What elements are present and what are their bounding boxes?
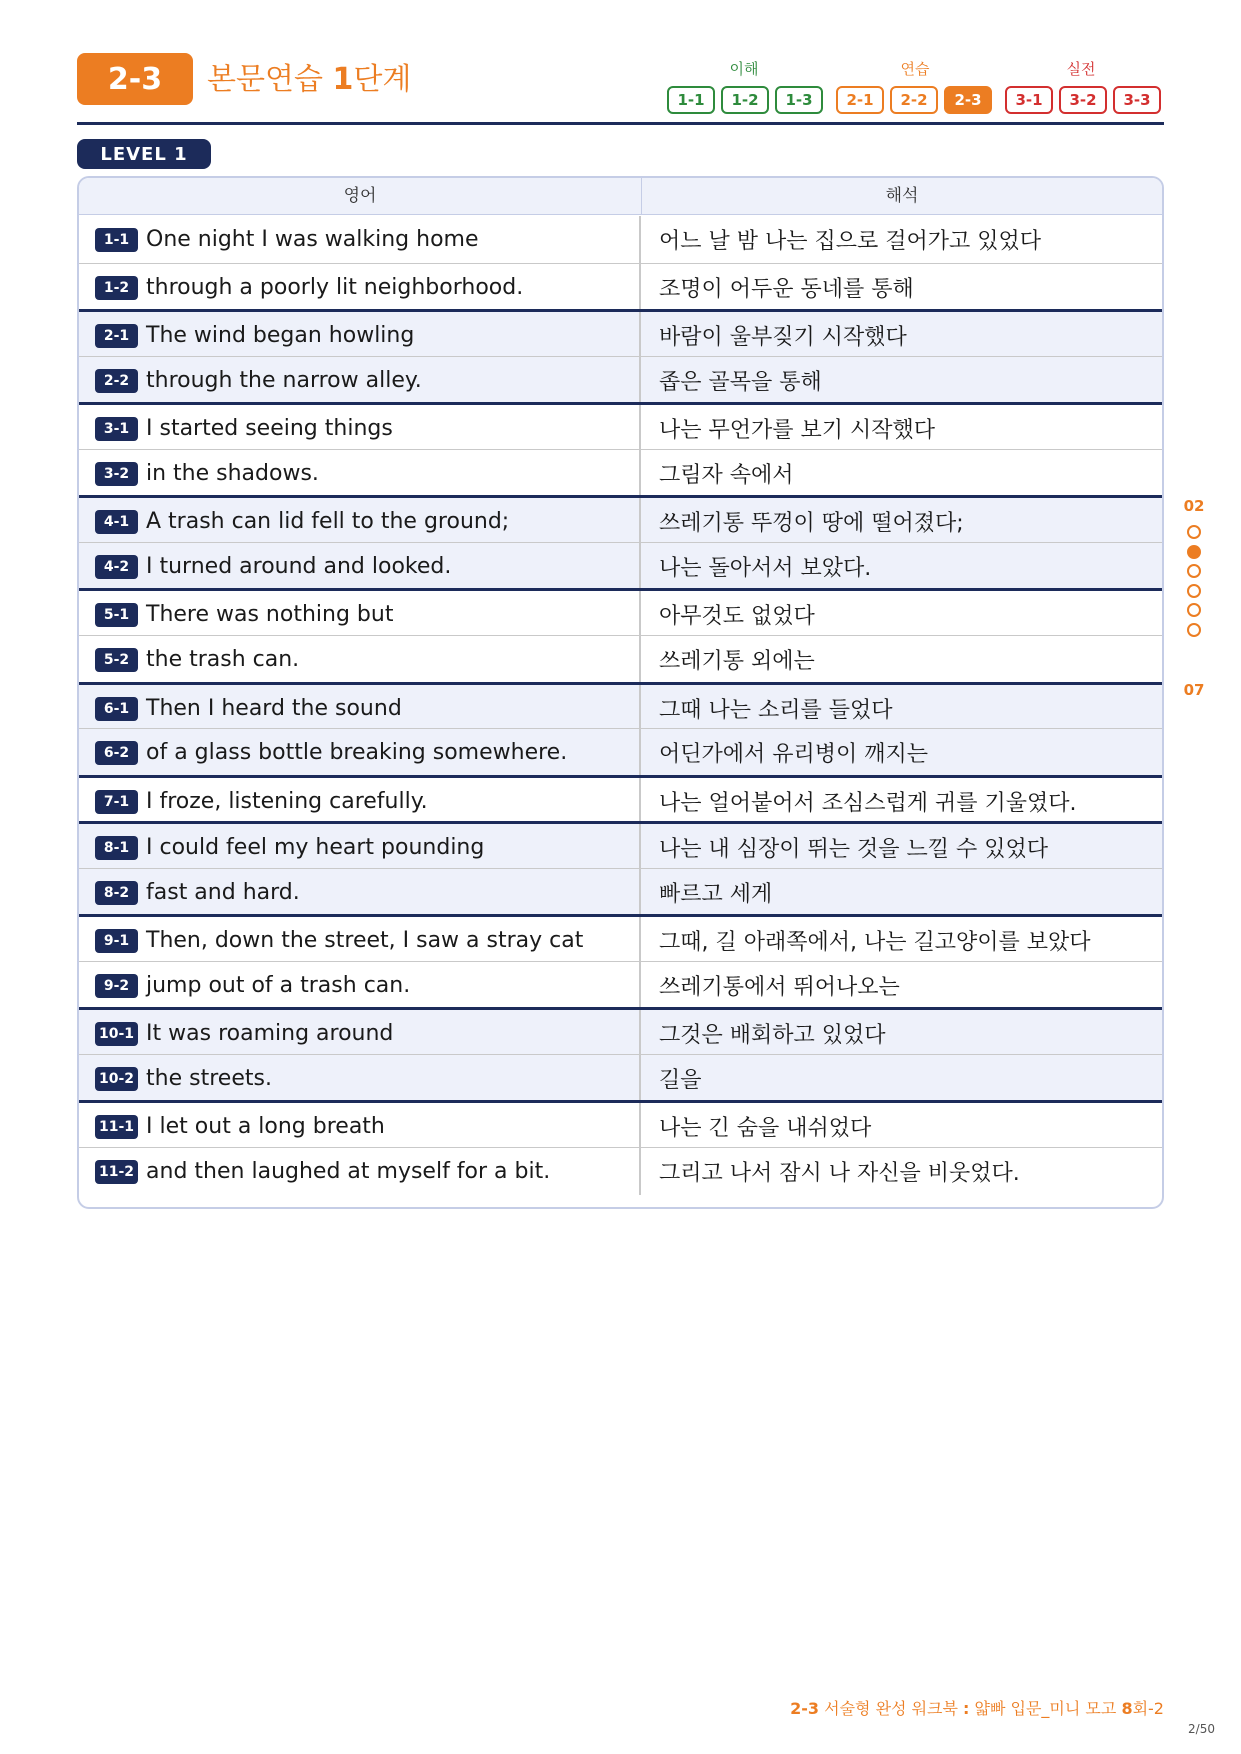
korean-translation: 나는 긴 숨을 내쉬었다 — [659, 1116, 872, 1141]
english-cell — [79, 962, 641, 1009]
korean-translation: 쓰레기통 외에는 — [659, 649, 815, 674]
korean-translation: 그리고 나서 잠시 나 자신을 비웃었다. — [659, 1161, 1020, 1186]
column-header-english: 영어 — [79, 178, 642, 215]
page-title-step: 1 — [332, 62, 354, 97]
english-cell — [79, 917, 641, 964]
english-sentence: I could feel my heart pounding — [146, 835, 485, 860]
english-cell — [79, 405, 641, 452]
table-row — [79, 263, 1162, 311]
sentence-number-badge: 10-1 — [95, 1022, 138, 1046]
table-row — [79, 775, 1162, 825]
rail-start-number: 02 — [1183, 497, 1205, 515]
footer-section: 2-3 — [790, 1699, 820, 1718]
table-row — [79, 961, 1162, 1009]
step-tab-3-3[interactable]: 3-3 — [1113, 86, 1161, 114]
korean-translation: 길을 — [659, 1068, 702, 1093]
table-row — [79, 588, 1162, 638]
english-cell — [79, 591, 641, 638]
korean-translation: 그때 나는 소리를 들었다 — [659, 698, 893, 723]
table-row — [79, 402, 1162, 452]
rail-dot[interactable] — [1187, 623, 1201, 637]
page-title-main: 본문연습 — [207, 62, 333, 97]
page-number: 2/50 — [1188, 1722, 1215, 1736]
group-label-real: 실전 — [1066, 60, 1096, 78]
english-sentence: I froze, listening carefully. — [146, 789, 428, 814]
step-tab-3-2[interactable]: 3-2 — [1059, 86, 1107, 114]
english-cell — [79, 1055, 641, 1102]
english-sentence: Then, down the street, I saw a stray cat — [146, 928, 584, 953]
footer-caption — [790, 1696, 1164, 1719]
english-sentence: in the shadows. — [146, 461, 319, 486]
sentence-number-badge: 8-2 — [95, 881, 138, 905]
english-sentence: fast and hard. — [146, 880, 300, 905]
english-sentence: Then I heard the sound — [146, 696, 402, 721]
header-divider — [77, 122, 1164, 125]
table-row — [79, 682, 1162, 732]
sentence-number-badge: 2-2 — [95, 369, 138, 393]
step-tab-1-2[interactable]: 1-2 — [721, 86, 769, 114]
english-cell — [79, 450, 641, 497]
english-sentence: There was nothing but — [146, 602, 394, 627]
column-header-korean: 해석 — [642, 178, 1162, 215]
sentence-number-badge: 11-2 — [95, 1160, 138, 1184]
korean-translation: 쓰레기통에서 뛰어나오는 — [659, 975, 900, 1000]
english-sentence: through the narrow alley. — [146, 368, 422, 393]
rail-dot[interactable] — [1187, 525, 1201, 539]
rail-end-number: 07 — [1183, 681, 1205, 699]
step-tab-2-1[interactable]: 2-1 — [836, 86, 884, 114]
sentence-number-badge: 3-2 — [95, 462, 138, 486]
sentence-number-badge: 1-1 — [95, 228, 138, 252]
sentence-number-badge: 11-1 — [95, 1115, 138, 1139]
english-sentence: I turned around and looked. — [146, 554, 452, 579]
english-cell — [79, 869, 641, 916]
korean-translation: 어느 날 밤 나는 집으로 걸어가고 있었다 — [659, 229, 1041, 254]
english-sentence: It was roaming around — [146, 1021, 394, 1046]
sentence-table — [77, 176, 1164, 1209]
english-cell — [79, 543, 641, 590]
english-sentence: the trash can. — [146, 647, 300, 672]
table-row — [79, 449, 1162, 497]
english-cell — [79, 636, 641, 683]
sentence-number-badge: 5-1 — [95, 603, 138, 627]
english-cell — [79, 1103, 641, 1150]
korean-translation: 나는 내 심장이 뛰는 것을 느낄 수 있었다 — [659, 837, 1048, 862]
table-row — [79, 309, 1162, 359]
korean-translation: 그것은 배회하고 있었다 — [659, 1023, 886, 1048]
korean-translation: 바람이 울부짖기 시작했다 — [659, 325, 907, 350]
sentence-number-badge: 8-1 — [95, 836, 138, 860]
korean-translation: 나는 돌아서서 보았다. — [659, 556, 872, 581]
korean-translation: 나는 얼어붙어서 조심스럽게 귀를 기울였다. — [659, 791, 1077, 816]
english-cell — [79, 264, 641, 311]
english-cell — [79, 498, 641, 545]
english-cell — [79, 357, 641, 404]
english-cell — [79, 778, 641, 825]
sentence-number-badge: 5-2 — [95, 648, 138, 672]
rail-dot[interactable] — [1187, 584, 1201, 598]
sentence-number-badge: 3-1 — [95, 417, 138, 441]
footer-book: 서술형 완성 워크북 — [819, 1699, 964, 1718]
english-sentence: I let out a long breath — [146, 1114, 385, 1139]
english-sentence: the streets. — [146, 1066, 272, 1091]
table-row — [79, 914, 1162, 964]
table-row — [79, 1054, 1162, 1102]
korean-translation: 조명이 어두운 동네를 통해 — [659, 277, 914, 302]
table-row — [79, 1007, 1162, 1057]
sentence-number-badge: 6-2 — [95, 741, 138, 765]
sentence-number-badge: 10-2 — [95, 1067, 138, 1091]
page-title-tail: 단계 — [353, 62, 412, 97]
step-tab-3-1[interactable]: 3-1 — [1005, 86, 1053, 114]
table-row — [79, 868, 1162, 916]
footer-round-tail: 회-2 — [1132, 1699, 1164, 1718]
english-sentence: jump out of a trash can. — [146, 973, 411, 998]
sentence-number-badge: 6-1 — [95, 697, 138, 721]
korean-translation: 좁은 골목을 통해 — [659, 370, 822, 395]
english-cell — [79, 216, 641, 263]
table-row — [79, 635, 1162, 683]
english-cell — [79, 824, 641, 871]
step-tab-1-1[interactable]: 1-1 — [667, 86, 715, 114]
sentence-number-badge: 4-1 — [95, 510, 138, 534]
level-badge: LEVEL 1 — [77, 139, 211, 169]
sentence-number-badge: 9-2 — [95, 974, 138, 998]
korean-translation: 그때, 길 아래쪽에서, 나는 길고양이를 보았다 — [659, 930, 1091, 955]
english-sentence: through a poorly lit neighborhood. — [146, 275, 524, 300]
table-row — [79, 356, 1162, 404]
english-cell — [79, 312, 641, 359]
sentence-number-badge: 7-1 — [95, 790, 138, 814]
english-sentence: One night I was walking home — [146, 227, 479, 252]
group-label-practice: 연습 — [900, 60, 930, 78]
rail-dot[interactable] — [1187, 603, 1201, 617]
english-sentence: and then laughed at myself for a bit. — [146, 1159, 551, 1184]
table-row — [79, 821, 1162, 871]
table-row — [79, 1100, 1162, 1150]
sentence-number-badge: 4-2 — [95, 555, 138, 579]
sentence-number-badge: 2-1 — [95, 324, 138, 348]
korean-translation: 빠르고 세게 — [659, 882, 773, 907]
footer-round: 8 — [1121, 1699, 1133, 1718]
korean-translation: 어딘가에서 유리병이 깨지는 — [659, 742, 929, 767]
table-row — [79, 728, 1162, 776]
korean-translation: 아무것도 없었다 — [659, 604, 815, 629]
table-row — [79, 495, 1162, 545]
group-label-understand: 이해 — [729, 60, 759, 78]
english-cell — [79, 729, 641, 776]
rail-dot-current[interactable] — [1187, 545, 1201, 559]
table-row — [79, 1147, 1162, 1195]
sentence-number-badge: 9-1 — [95, 929, 138, 953]
step-tab-1-3[interactable]: 1-3 — [775, 86, 823, 114]
rail-dot[interactable] — [1187, 564, 1201, 578]
english-cell — [79, 1148, 641, 1195]
table-row — [79, 542, 1162, 590]
sentence-number-badge: 1-2 — [95, 276, 138, 300]
english-sentence: of a glass bottle breaking somewhere. — [146, 740, 568, 765]
progress-rail — [1178, 497, 1210, 701]
step-tab-2-2[interactable]: 2-2 — [890, 86, 938, 114]
footer-separator: : — [963, 1699, 970, 1718]
english-sentence: A trash can lid fell to the ground; — [146, 509, 510, 534]
footer-title: 얇빠 입문_미니 모고 — [969, 1699, 1122, 1718]
page-title — [207, 58, 411, 102]
section-badge: 2-3 — [77, 53, 193, 105]
english-sentence: I started seeing things — [146, 416, 393, 441]
english-cell — [79, 1010, 641, 1057]
step-tab-2-3[interactable]: 2-3 — [944, 86, 992, 114]
korean-translation: 쓰레기통 뚜껑이 땅에 떨어졌다; — [659, 511, 964, 536]
english-sentence: The wind began howling — [146, 323, 415, 348]
korean-translation: 나는 무언가를 보기 시작했다 — [659, 418, 936, 443]
korean-translation: 그림자 속에서 — [659, 463, 794, 488]
english-cell — [79, 685, 641, 732]
table-row — [79, 216, 1162, 263]
